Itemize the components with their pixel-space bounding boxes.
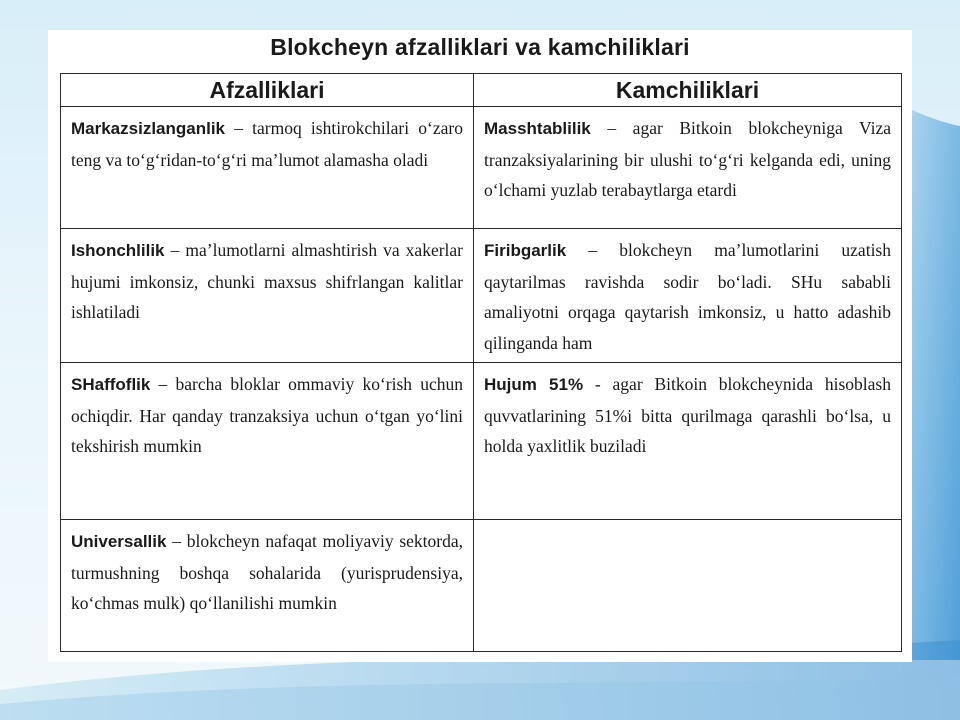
advantage-term: Markazsizlanganlik <box>71 119 226 138</box>
advantage-cell <box>61 229 474 363</box>
advantage-term: Universallik <box>71 532 167 551</box>
table-row <box>61 363 902 520</box>
disadvantage-term: Firibgarlik <box>484 241 567 260</box>
comparison-table <box>60 73 902 652</box>
disadvantage-cell <box>474 363 902 520</box>
disadvantage-text: – blokcheyn ma’lumotlarini uzatish qaytarilmas ravishda sodir bo‘ladi. SHu sababli amaliyotni orqaga qaytarish imkonsiz, u hatto adashib qilinganda ham <box>484 240 891 353</box>
advantage-text: – ma’lumotlarni almashtirish va xakerlar hujumi imkonsiz, chunki maxsus shifrlangan kalitlar ishlatiladi <box>71 240 463 322</box>
table-row <box>61 520 902 652</box>
advantage-term: SHaffoflik <box>71 375 151 394</box>
disadvantage-text: - agar Bitkoin blokcheynida hisoblash quvvatlarining 51%i bitta qurilmaga qarashli bo‘lsa, u holda yaxlitlik buziladi <box>484 374 891 456</box>
table-header-row <box>61 74 902 107</box>
advantage-text: – tarmoq ishtirokchilari o‘zaro teng va to‘g‘ridan-to‘g‘ri ma’lumot alamasha oladi <box>71 118 463 170</box>
advantage-cell <box>61 363 474 520</box>
table-row <box>61 107 902 229</box>
disadvantage-cell <box>474 520 902 652</box>
advantage-cell <box>61 520 474 652</box>
disadvantage-term: Masshtablilik <box>484 119 591 138</box>
advantage-text: – blokcheyn nafaqat moliyaviy sektorda, turmushning boshqa sohalarida (yurisprudensiya, ko‘chmas mulk) qo‘llanilishi mumkin <box>71 531 463 613</box>
slide-title: Blokcheyn afzalliklari va kamchiliklari <box>270 34 690 60</box>
slide-content <box>48 30 912 662</box>
disadvantage-text: – agar Bitkoin blokcheyniga Viza tranzaksiyalarining bir ulushi to‘g‘ri kelganda edi, uning o‘lchami yuzlab terabaytlarga etardi <box>484 118 891 200</box>
disadvantage-term: Hujum 51% <box>484 375 584 394</box>
disadvantage-cell <box>474 107 902 229</box>
header-advantages: Afzalliklari <box>61 74 474 107</box>
header-disadvantages: Kamchiliklari <box>474 74 902 107</box>
advantage-cell <box>61 107 474 229</box>
table-row <box>61 229 902 363</box>
advantage-term: Ishonchlilik <box>71 241 165 260</box>
advantage-text: – barcha bloklar ommaviy ko‘rish uchun ochiqdir. Har qanday tranzaksiya uchun o‘tgan yo‘lini tekshirish mumkin <box>71 374 463 456</box>
disadvantage-cell <box>474 229 902 363</box>
